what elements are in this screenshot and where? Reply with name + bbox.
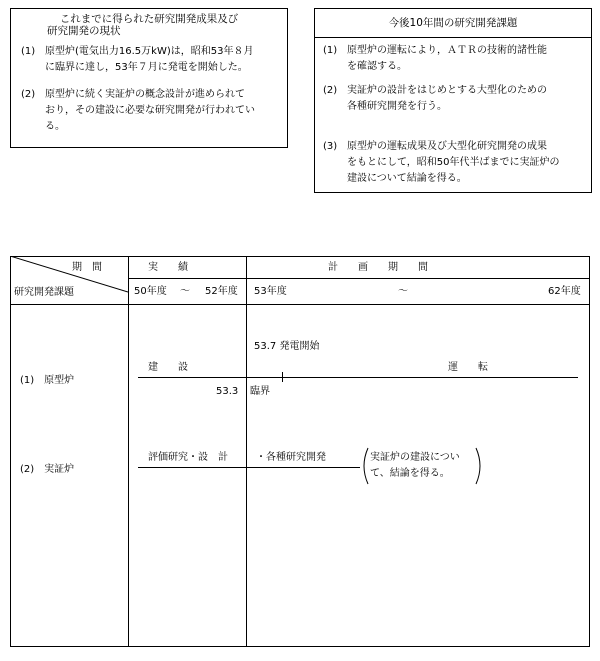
col-actual-header: 実 績 [148, 262, 188, 273]
header-period: 期 間 [72, 262, 102, 273]
header-row-divider [128, 278, 590, 279]
criticality-date: 53.3 [216, 386, 239, 397]
operation-label: 運 転 [448, 362, 488, 373]
criticality-label: 臨界 [250, 386, 270, 397]
plan-from: 53年度 [254, 286, 287, 297]
conclusion-line2: て、結論を得る。 [370, 468, 450, 479]
rnd-label: ・各種研究開発 [256, 452, 326, 463]
plan-column-divider [246, 256, 247, 647]
actual-to: 52年度 [205, 286, 238, 297]
col-plan-header: 計 画 期 間 [328, 262, 428, 273]
prototype-timeline [138, 377, 578, 378]
header-bottom-divider [10, 304, 590, 305]
row-demo-label: (2) 実証炉 [20, 464, 75, 475]
actual-tilde: 〜 [180, 286, 190, 297]
construction-label: 建 設 [148, 362, 188, 373]
demo-timeline [138, 467, 360, 468]
conclusion-line1: 実証炉の建設につい [370, 452, 460, 463]
plan-to: 62年度 [548, 286, 581, 297]
header-task: 研究開発課題 [14, 287, 74, 298]
future-tasks-box: 今後10年間の研究開発課題 (1) 原型炉の運転により，ＡＴＲの技術的諸性能 を確認する。 (2) 実証炉の設計をはじめとする大型化のための 各種研究開発を行う。 (3) 原型炉の運転成果及び大型化研究開発の成果 をもとにして，昭和50年代半ばまでに実証炉の 建設について結論を得る。 [314, 8, 592, 193]
evaluation-label: 評価研究・設 計 [148, 452, 228, 463]
plan-tilde: 〜 [398, 286, 408, 297]
current-status-box: これまでに得られた研究開発成果及び 研究開発の現状 (1) 原型炉(電気出力16.5万kW)は，昭和53年８月 に臨界に達し，53年７月に発電を開始した。 (2) 原型炉に続く実証炉の概念設計が進められて おり，その建設に必要な研究開発が行われてい る。 [10, 8, 288, 148]
criticality-tick [246, 372, 247, 382]
power-start-label: 53.7 発電開始 [254, 341, 320, 352]
task-column-divider [128, 256, 129, 647]
actual-from: 50年度 [134, 286, 167, 297]
row-prototype-label: (1) 原型炉 [20, 375, 75, 386]
current-status-title: これまでに得られた研究開発成果及び 研究開発の現状 [47, 13, 239, 37]
power-start-tick [282, 372, 283, 382]
future-tasks-title: 今後10年間の研究開発課題 [388, 17, 518, 29]
